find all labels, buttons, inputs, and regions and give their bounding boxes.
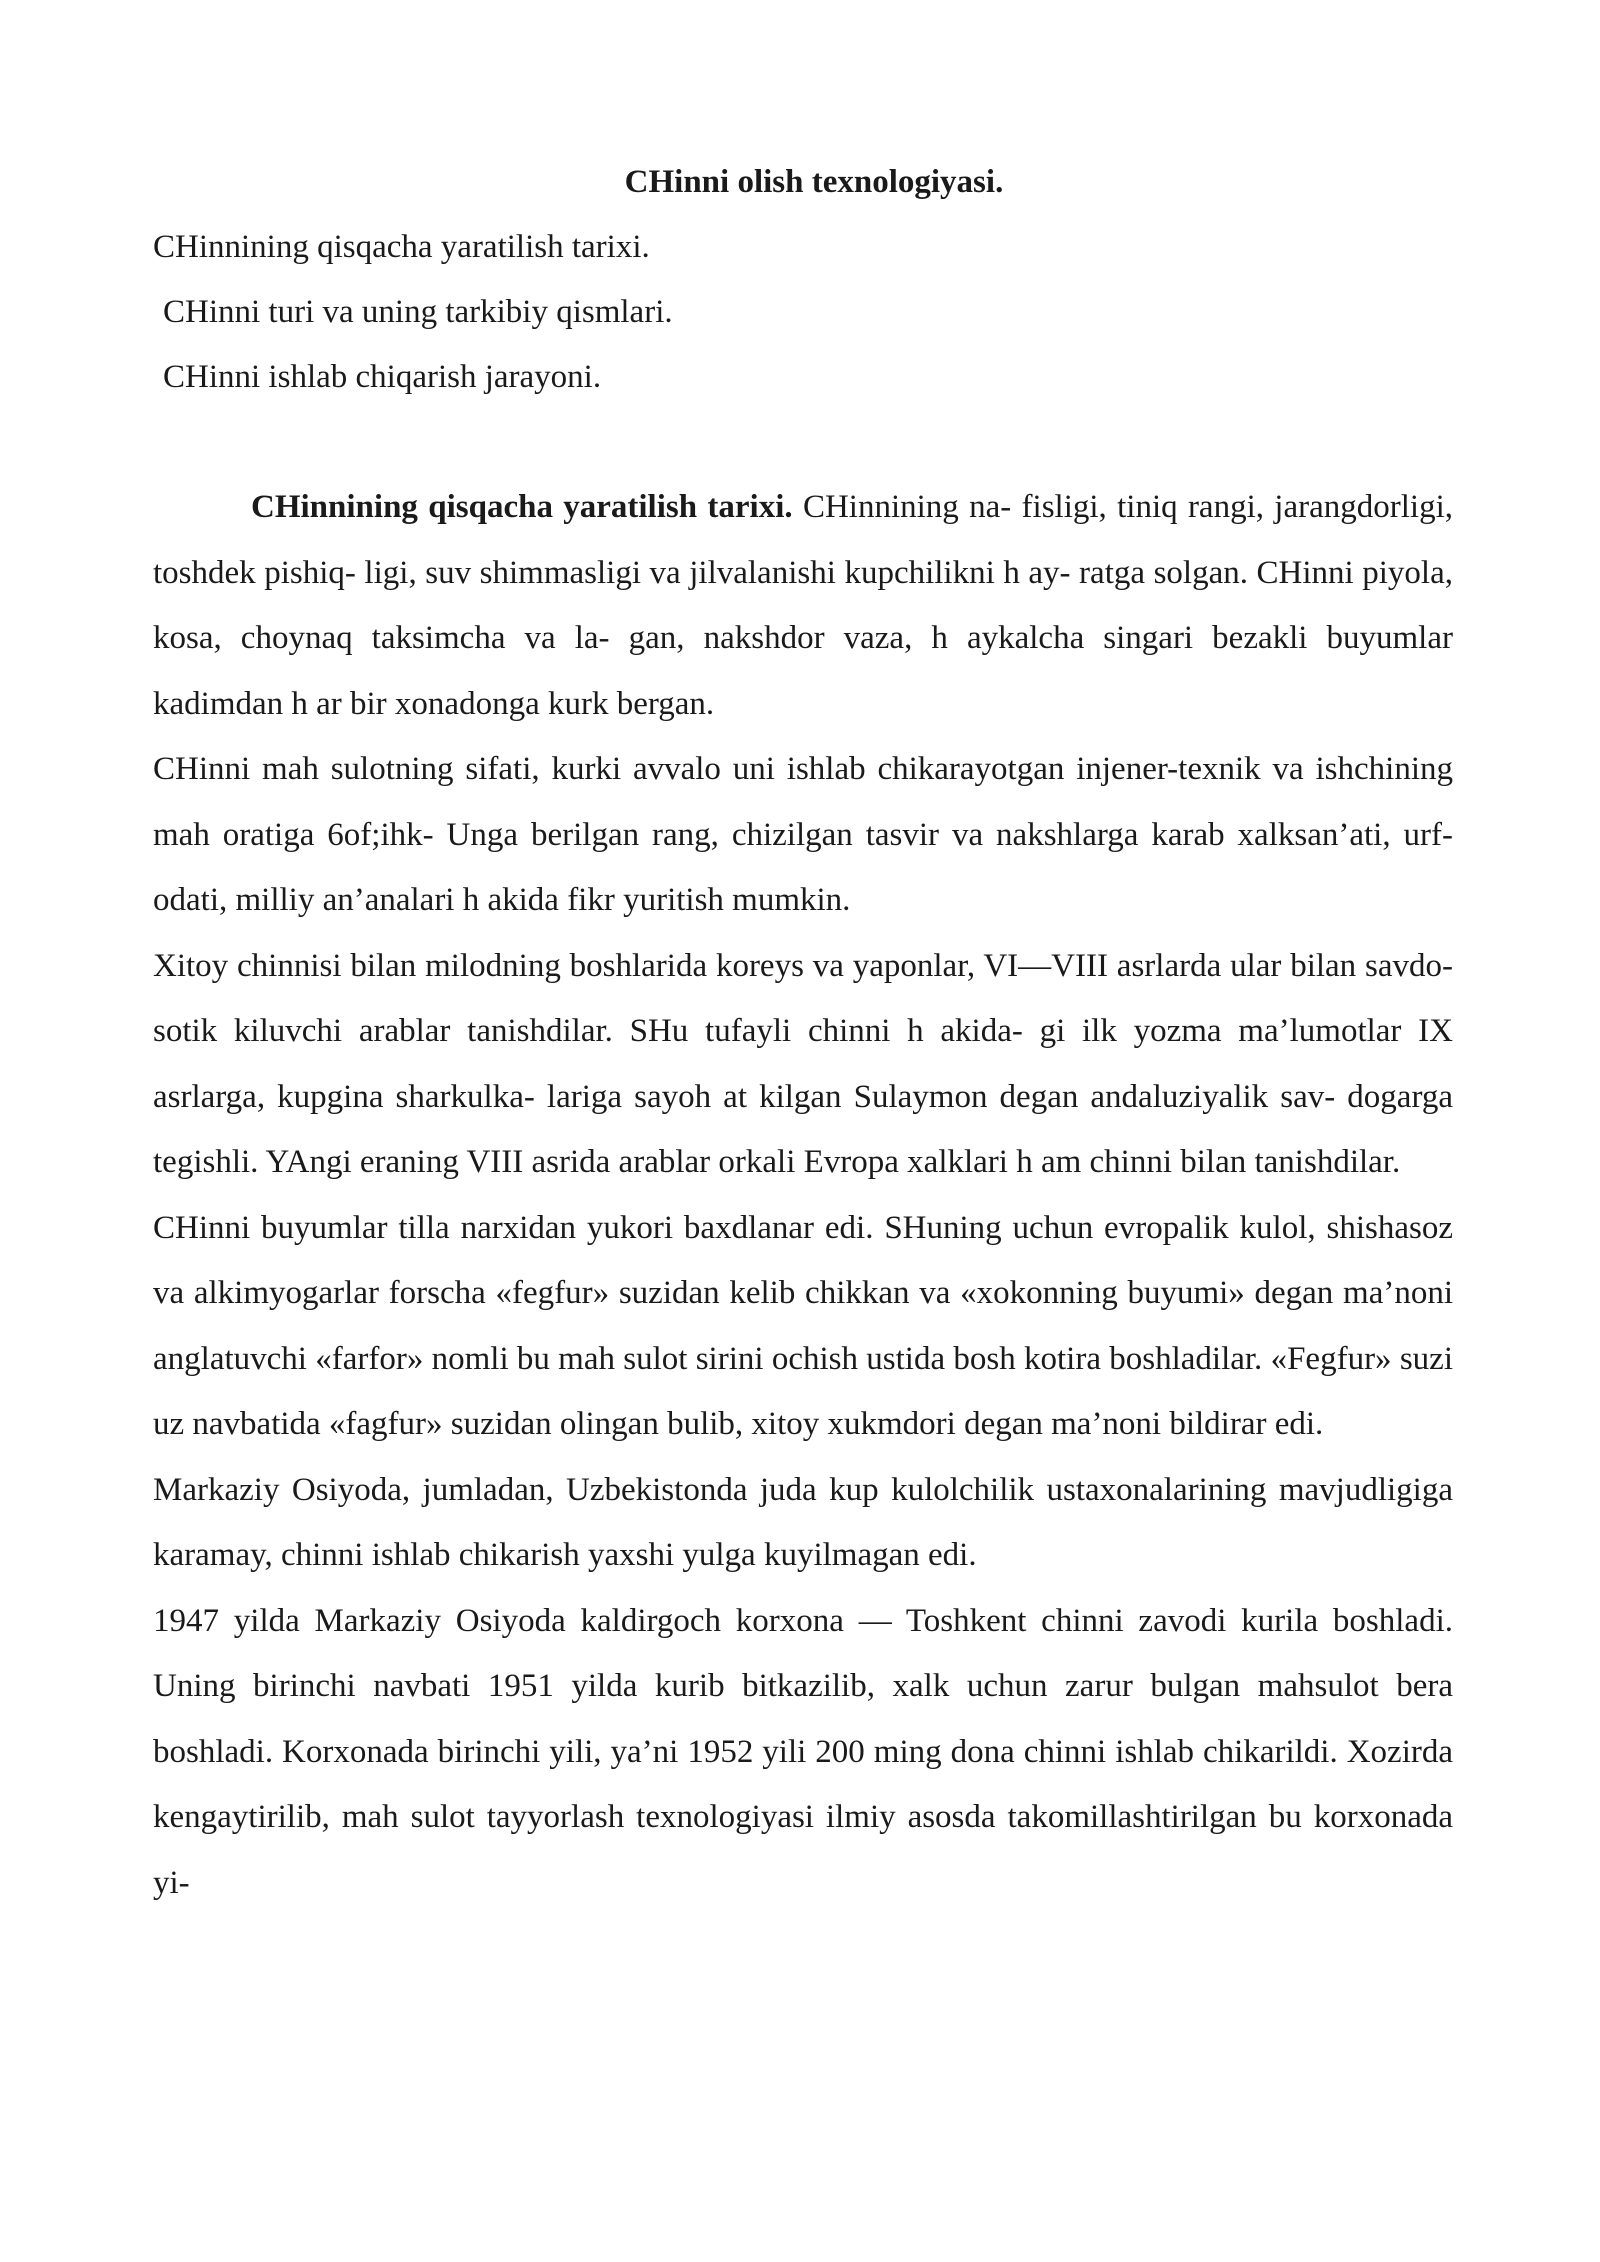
body-paragraph: Markaziy Osiyoda, jumladan, Uzbekistonda juda kup kulolchilik ustaxonalarining mavjudligiga karamay, chinni ishlab chikarish yaxshi yulga kuyilmagan edi. bbox=[153, 1471, 1453, 1573]
body-paragraph: Xitoy chinnisi bilan milodning boshlarida koreys va yaponlar, VI—VIII asrlarda ular bilan savdo-sotik kiluvchi arablar tanishdilar. SHu tufayli chinni h akida- gi ilk yozma ma’lumotlar IX asrlarga, kupgina sharkulka- lariga sayoh at kilgan Sulaymon degan andaluziyalik sav- dogarga tegishli. YAngi eraning VIII asrida arablar orkali Evropa xalklari h am chinni bilan tanishdilar. bbox=[153, 947, 1453, 1180]
outline-item: CHinnining qisqacha yaratilish tarixi. bbox=[153, 229, 650, 265]
section-intro-paragraph bbox=[153, 475, 1453, 737]
document-body bbox=[153, 150, 1453, 1916]
section-heading: CHinnining qisqacha yaratilish tarixi. bbox=[251, 489, 793, 525]
document-title: CHinni olish texnologiyasi. bbox=[624, 164, 1004, 200]
body-paragraph: CHinni buyumlar tilla narxidan yukori baxdlanar edi. SHuning uchun evropalik kulol, shishasoz va alkimyogarlar forscha «fegfur» suzidan kelib chikkan va «xokonning buyumi» degan ma’noni anglatuvchi «farfor» nomli bu mah sulot sirini ochish ustida bosh kotira boshladilar. «Fegfur» suzi uz navbatida «fagfur» suzidan olingan bulib, xitoy xukmdori degan ma’noni bildirar edi. bbox=[153, 1209, 1453, 1442]
body-paragraph: CHinni mah sulotning sifati, kurki avvalo uni ishlab chikarayotgan injener-texnik va ishchining mah oratiga 6of;ihk- Unga berilgan rang, chizilgan tasvir va nakshlarga karab xalksan’ati, urf-odati, milliy an’analari h akida fikr yuritish mumkin. bbox=[153, 751, 1453, 918]
section-spacer bbox=[153, 410, 1453, 475]
outline-item: CHinni turi va uning tarkibiy qismlari. bbox=[163, 294, 673, 330]
outline-item: CHinni ishlab chiqarish jarayoni. bbox=[163, 359, 602, 395]
topic-outline bbox=[153, 215, 1453, 410]
section-intro-text: CHinnining na- fisligi, tiniq rangi, jarangdorligi, toshdek pishiq- ligi, suv shimmasligi va jilvalanishi kupchilikni h ay- ratga solgan. CHinni piyola, kosa, choynaq taksimcha va la- gan, nakshdor vaza, h aykalcha singari bezakli buyumlar kadimdan h ar bir xonadonga kurk bergan. bbox=[153, 489, 1454, 722]
body-paragraph: 1947 yilda Markaziy Osiyoda kaldirgoch korxona — Toshkent chinni zavodi kurila boshladi. Uning birinchi navbati 1951 yilda kurib bitkazilib, xalk uchun zarur bulgan mahsulot bera boshladi. Korxonada birinchi yili, ya’ni 1952 yili 200 ming dona chinni ishlab chikarildi. Xozirda kengaytirilib, mah sulot tayyorlash texnologiyasi ilmiy asosda takomillashtirilgan bu korxonada yi- bbox=[153, 1602, 1453, 1901]
